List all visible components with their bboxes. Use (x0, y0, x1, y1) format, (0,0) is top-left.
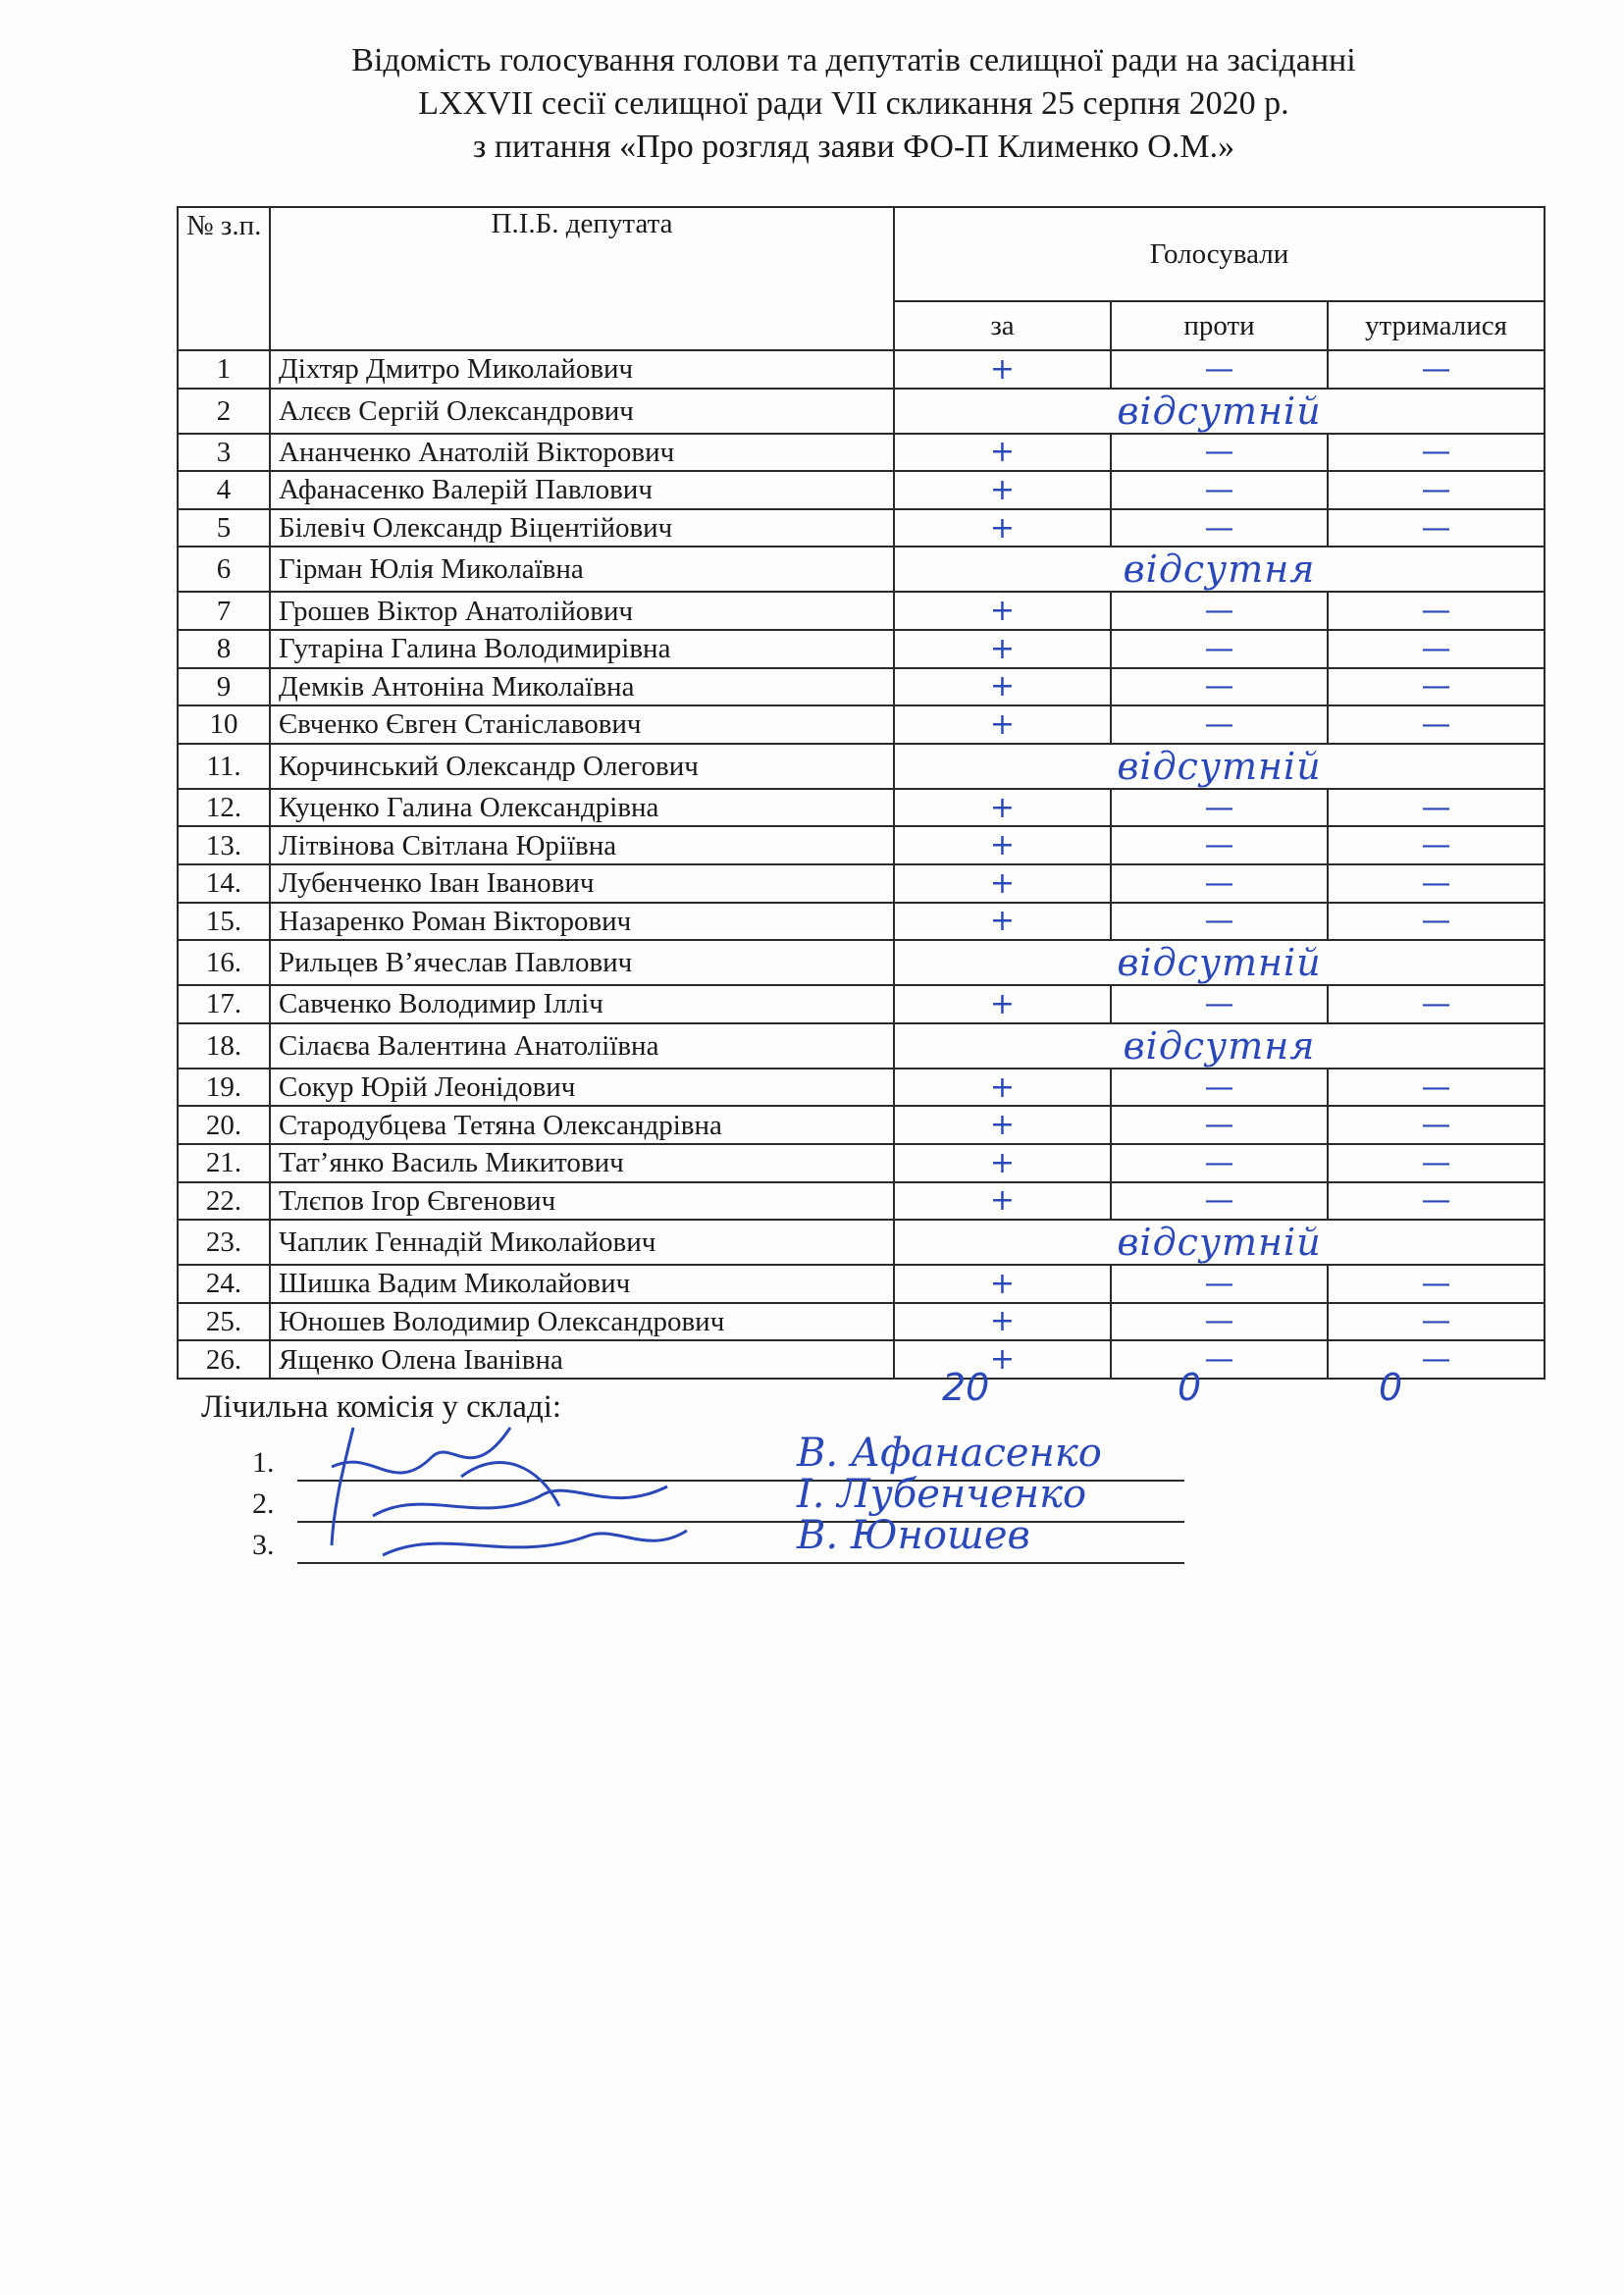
vote-proty-mark: — (1111, 864, 1328, 903)
absent-mark: відсутній (894, 1220, 1545, 1265)
vote-proty-mark: — (1111, 1106, 1328, 1144)
vote-za-mark: + (894, 1340, 1111, 1379)
table-row (178, 350, 1545, 389)
vote-za-mark: + (894, 1106, 1111, 1144)
vote-proty-mark: — (1111, 509, 1328, 548)
vote-za-mark: + (894, 1303, 1111, 1341)
deputy-name: Афанасенко Валерій Павлович (270, 471, 894, 509)
member-signed-name: В. Юношев (797, 1513, 1030, 1558)
table-row (178, 592, 1545, 630)
deputy-name: Сокур Юрій Леонідович (270, 1069, 894, 1107)
header-za: за (894, 301, 1111, 350)
vote-za-mark: + (894, 509, 1111, 548)
deputy-name: Назаренко Роман Вікторович (270, 903, 894, 941)
vote-za-mark: + (894, 434, 1111, 472)
deputy-name: Діхтяр Дмитро Миколайович (270, 350, 894, 389)
deputy-name: Ананченко Анатолій Вікторович (270, 434, 894, 472)
deputy-name: Стародубцева Тетяна Олександрівна (270, 1106, 894, 1144)
row-number: 19. (178, 1069, 270, 1107)
vote-utrymalysia-mark: — (1328, 1106, 1545, 1144)
vote-za-mark: + (894, 826, 1111, 864)
table-row (178, 389, 1545, 434)
deputy-name: Тат’янко Василь Микитович (270, 1144, 894, 1182)
member-signed-name: В. Афанасенко (797, 1431, 1102, 1476)
deputy-name: Сілаєва Валентина Анатоліївна (270, 1023, 894, 1069)
row-number: 20. (178, 1106, 270, 1144)
vote-proty-mark: — (1111, 1303, 1328, 1341)
deputy-name: Чаплик Геннадій Миколайович (270, 1220, 894, 1265)
row-number: 21. (178, 1144, 270, 1182)
row-number: 24. (178, 1265, 270, 1303)
vote-proty-mark: — (1111, 1182, 1328, 1221)
vote-utrymalysia-mark: — (1328, 668, 1545, 706)
vote-za-mark: + (894, 1144, 1111, 1182)
deputy-name: Корчинський Олександр Олегович (270, 744, 894, 789)
table-row (178, 826, 1545, 864)
member-index: 2. (252, 1487, 275, 1520)
vote-utrymalysia-mark: — (1328, 1182, 1545, 1221)
document-title (196, 39, 1511, 169)
table-row (178, 509, 1545, 548)
table-row (178, 630, 1545, 668)
vote-utrymalysia-mark: — (1328, 350, 1545, 389)
vote-proty-mark: — (1111, 1069, 1328, 1107)
vote-za-mark: + (894, 471, 1111, 509)
table-row (178, 1182, 1545, 1221)
row-number: 15. (178, 903, 270, 941)
table-row (178, 1106, 1545, 1144)
vote-za-mark: + (894, 705, 1111, 744)
table-row (178, 705, 1545, 744)
vote-utrymalysia-mark: — (1328, 630, 1545, 668)
vote-utrymalysia-mark: — (1328, 592, 1545, 630)
member-index: 3. (252, 1529, 275, 1561)
row-number: 12. (178, 789, 270, 827)
totals (942, 1366, 1531, 1425)
row-number: 6 (178, 547, 270, 592)
vote-utrymalysia-mark: — (1328, 1069, 1545, 1107)
vote-za-mark: + (894, 1265, 1111, 1303)
vote-utrymalysia-mark: — (1328, 705, 1545, 744)
vote-proty-mark: — (1111, 471, 1328, 509)
vote-proty-mark: — (1111, 1340, 1328, 1379)
vote-proty-mark: — (1111, 1144, 1328, 1182)
title-line-3: з питання «Про розгляд заяви ФО-П Клименко О.М.» (472, 129, 1235, 165)
vote-proty-mark: — (1111, 592, 1328, 630)
vote-za-mark: + (894, 630, 1111, 668)
header-name: П.І.Б. депутата (270, 207, 894, 350)
table-row (178, 434, 1545, 472)
vote-proty-mark: — (1111, 630, 1328, 668)
table-row (178, 744, 1545, 789)
row-number: 10 (178, 705, 270, 744)
member-signed-name: І. Лубенченко (797, 1472, 1087, 1517)
table-row (178, 547, 1545, 592)
vote-za-mark: + (894, 864, 1111, 903)
vote-proty-mark: — (1111, 350, 1328, 389)
deputy-name: Савченко Володимир Ілліч (270, 985, 894, 1023)
row-number: 2 (178, 389, 270, 434)
vote-proty-mark: — (1111, 789, 1328, 827)
row-number: 4 (178, 471, 270, 509)
table-row (178, 864, 1545, 903)
vote-utrymalysia-mark: — (1328, 471, 1545, 509)
vote-utrymalysia-mark: — (1328, 864, 1545, 903)
vote-utrymalysia-mark: — (1328, 903, 1545, 941)
row-number: 25. (178, 1303, 270, 1341)
row-number: 1 (178, 350, 270, 389)
deputy-name: Літвінова Світлана Юріївна (270, 826, 894, 864)
row-number: 9 (178, 668, 270, 706)
vote-utrymalysia-mark: — (1328, 1303, 1545, 1341)
deputy-name: Юношев Володимир Олександрович (270, 1303, 894, 1341)
table-row (178, 1220, 1545, 1265)
row-number: 13. (178, 826, 270, 864)
vote-utrymalysia-mark: — (1328, 509, 1545, 548)
vote-proty-mark: — (1111, 705, 1328, 744)
vote-za-mark: + (894, 985, 1111, 1023)
table-row (178, 789, 1545, 827)
deputy-name: Алєєв Сергій Олександрович (270, 389, 894, 434)
vote-za-mark: + (894, 1069, 1111, 1107)
deputy-name: Шишка Вадим Миколайович (270, 1265, 894, 1303)
header-utrymalysia: утрималися (1328, 301, 1545, 350)
row-number: 8 (178, 630, 270, 668)
vote-proty-mark: — (1111, 668, 1328, 706)
absent-mark: відсутня (894, 547, 1545, 592)
header-number: № з.п. (178, 207, 270, 350)
row-number: 23. (178, 1220, 270, 1265)
deputy-name: Рильцев В’ячеслав Павлович (270, 940, 894, 985)
row-number: 11. (178, 744, 270, 789)
table-row (178, 1144, 1545, 1182)
vote-utrymalysia-mark: — (1328, 1340, 1545, 1379)
deputy-name: Ященко Олена Іванівна (270, 1340, 894, 1379)
table-row (178, 1303, 1545, 1341)
vote-utrymalysia-mark: — (1328, 789, 1545, 827)
vote-utrymalysia-mark: — (1328, 434, 1545, 472)
vote-proty-mark: — (1111, 1265, 1328, 1303)
row-number: 26. (178, 1340, 270, 1379)
deputy-name: Гутаріна Галина Володимирівна (270, 630, 894, 668)
deputy-name: Євченко Євген Станіславович (270, 705, 894, 744)
deputy-name: Куценко Галина Олександрівна (270, 789, 894, 827)
row-number: 17. (178, 985, 270, 1023)
vote-proty-mark: — (1111, 985, 1328, 1023)
vote-za-mark: + (894, 789, 1111, 827)
vote-utrymalysia-mark: — (1328, 826, 1545, 864)
voting-table (177, 206, 1545, 1380)
table-row (178, 1023, 1545, 1069)
row-number: 3 (178, 434, 270, 472)
row-number: 22. (178, 1182, 270, 1221)
vote-proty-mark: — (1111, 903, 1328, 941)
absent-mark: відсутній (894, 389, 1545, 434)
deputy-name: Демків Антоніна Миколаївна (270, 668, 894, 706)
row-number: 7 (178, 592, 270, 630)
total-utrymalysia: 0 (1379, 1366, 1403, 1409)
header-voted: Голосували (894, 207, 1545, 301)
vote-za-mark: + (894, 1182, 1111, 1221)
total-za: 20 (942, 1366, 990, 1409)
row-number: 14. (178, 864, 270, 903)
row-number: 16. (178, 940, 270, 985)
member-index: 1. (252, 1446, 275, 1479)
title-line-1: Відомість голосування голови та депутатів селищної ради на засіданні (351, 42, 1356, 78)
title-line-2: LXXVII сесії селищної ради VII скликання 25 серпня 2020 р. (418, 85, 1289, 122)
signature-scribbles (314, 1408, 726, 1575)
table-row (178, 471, 1545, 509)
vote-utrymalysia-mark: — (1328, 1144, 1545, 1182)
total-proty: 0 (1178, 1366, 1202, 1409)
table-row (178, 1265, 1545, 1303)
row-number: 18. (178, 1023, 270, 1069)
vote-za-mark: + (894, 592, 1111, 630)
vote-proty-mark: — (1111, 434, 1328, 472)
deputy-name: Тлєпов Ігор Євгенович (270, 1182, 894, 1221)
deputy-name: Лубенченко Іван Іванович (270, 864, 894, 903)
commission-label: Лічильна комісія у складі: (201, 1389, 562, 1425)
deputy-name: Гірман Юлія Миколаївна (270, 547, 894, 592)
deputy-name: Білевіч Олександр Віцентійович (270, 509, 894, 548)
vote-utrymalysia-mark: — (1328, 1265, 1545, 1303)
table-row (178, 903, 1545, 941)
absent-mark: відсутній (894, 744, 1545, 789)
vote-za-mark: + (894, 668, 1111, 706)
row-number: 5 (178, 509, 270, 548)
vote-za-mark: + (894, 350, 1111, 389)
voting-rows (178, 350, 1545, 1379)
header-proty: проти (1111, 301, 1328, 350)
table-row (178, 1069, 1545, 1107)
absent-mark: відсутня (894, 1023, 1545, 1069)
table-row (178, 940, 1545, 985)
table-row (178, 985, 1545, 1023)
table-row (178, 668, 1545, 706)
vote-utrymalysia-mark: — (1328, 985, 1545, 1023)
vote-proty-mark: — (1111, 826, 1328, 864)
deputy-name: Грошев Віктор Анатолійович (270, 592, 894, 630)
vote-za-mark: + (894, 903, 1111, 941)
absent-mark: відсутній (894, 940, 1545, 985)
